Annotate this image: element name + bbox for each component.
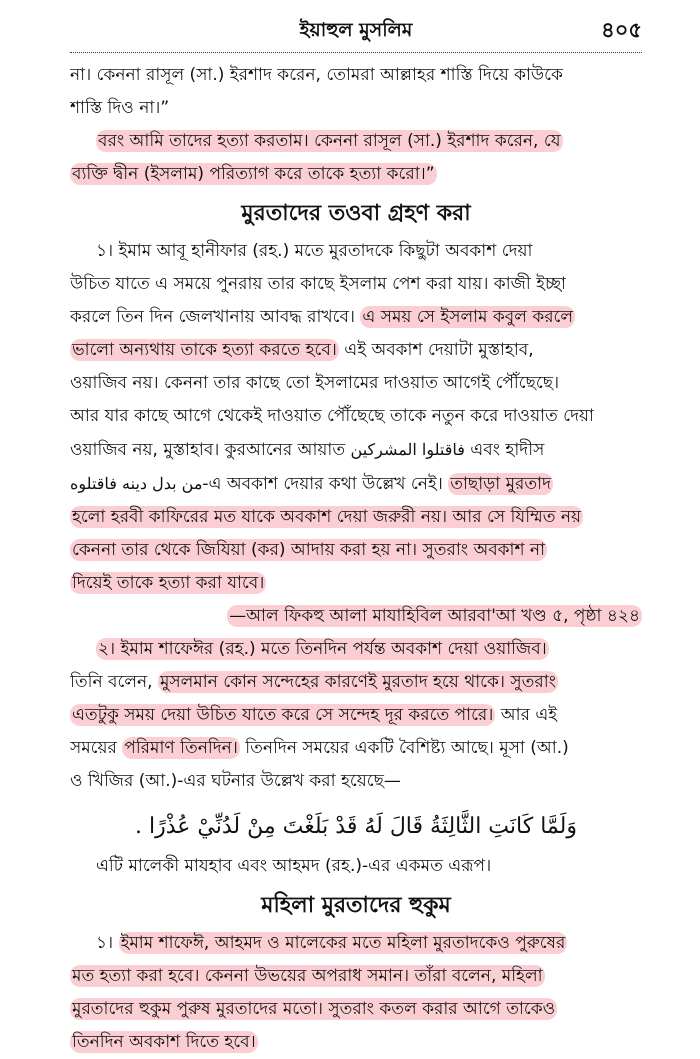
text-line <box>70 960 642 993</box>
text-fragment: এবং হাদীস <box>464 440 545 460</box>
highlighted-text: ২। ইমাম শাফেঈর (রহ.) মতে তিনদিন পর্যন্ত অবকাশ দেয়া ওয়াজিব। <box>98 639 547 659</box>
top-paragraph <box>70 59 642 191</box>
highlighted-text: ইমাম শাফেঈ, আহমদ ও মালেকের মতে মহিলা মুরতাদকেও পুরুষের <box>120 933 566 953</box>
text-line <box>70 433 642 467</box>
highlighted-text: মত হত্যা করা হবে। কেননা উভয়ের অপরাধ সমান। তাঁরা বলেন, মহিলা <box>72 966 543 986</box>
citation <box>70 600 642 633</box>
text-fragment: আর এই <box>495 705 558 725</box>
highlighted-text: মুরতাদের হুকুম পুরুষ মুরতাদের মতো। সুতরাং কতল করার আগে তাকেও <box>72 999 556 1019</box>
section-heading: মুরতাদের তওবা গ্রহণ করা <box>241 201 471 226</box>
text-line: ও খিজির (আ.)-এর ঘটনার উল্লেখ করা হয়েছে— <box>70 771 401 791</box>
text-line: উচিত যাতে এ সময়ে পুনরায় তার কাছে ইসলাম পেশ করা যায়। কাজী ইচ্ছা <box>70 274 566 294</box>
text-fragment: ওয়াজিব নয়, মুস্তাহাব। কুরআনের আয়াত <box>70 440 351 460</box>
text-line <box>70 158 642 191</box>
text-line <box>70 467 642 501</box>
highlighted-text: —আল ফিকহু আলা মাযাহিবিল আরবা'আ খণ্ড ৫, পৃষ্ঠা ৪২৪ <box>229 606 640 626</box>
text-fragment: এই অবকাশ দেয়াটা মুস্তাহাব, <box>338 340 534 360</box>
arabic-verse: وَلَمَّا كَانَتِ الثَّالِثَةُ قَالَ لَهُ قَدْ بَلَغْتَ مِنْ لَدُنِّيْ عُذْرًا . <box>135 814 577 839</box>
highlighted-text: ব্যক্তি দ্বীন (ইসলাম) পরিত্যাগ করে তাকে হত্যা করো।” <box>72 164 435 184</box>
highlighted-text: মুসলমান কোন সন্দেহের কারণেই মুরতাদ হয়ে থাকে। সুতরাং <box>159 672 556 692</box>
text-line <box>70 927 642 960</box>
paragraph-2 <box>70 633 642 883</box>
text-fragment: সময়ের <box>70 738 123 758</box>
text-line: শাস্তি দিও না।” <box>70 98 170 118</box>
page-header <box>70 0 642 53</box>
running-title: ইয়াহুল মুসলিম <box>299 19 413 41</box>
paragraph-1 <box>70 235 642 633</box>
text-line: ১। ইমাম আবূ হানীফার (রহ.) মতে মুরতাদকে কিছুটা অবকাশ দেয়া <box>96 241 533 261</box>
highlighted-text: তিনদিন অবকাশ দিতে হবে। <box>72 1032 256 1052</box>
text-line <box>70 125 642 158</box>
text-line <box>70 993 642 1026</box>
text-line <box>70 633 642 666</box>
text-line: আর যার কাছে আগে থেকেই দাওয়াত পৌঁছেছে তাকে নতুন করে দাওয়াত দেয়া <box>70 406 594 426</box>
highlighted-text: তাছাড়া মুরতাদ <box>450 474 552 494</box>
highlighted-text: দিয়েই তাকে হত্যা করা যাবে। <box>72 573 265 593</box>
arabic-hadith-phrase: من بدل دينه فاقتلوه <box>70 474 203 493</box>
text-line <box>70 334 642 367</box>
highlighted-text: কেননা তার থেকে জিযিয়া (কর) আদায় করা হয় না। সুতরাং অবকাশ না <box>72 540 546 560</box>
text-line <box>70 666 642 699</box>
text-fragment: ১। <box>96 933 119 953</box>
text-line <box>70 534 642 567</box>
text-fragment: -এ অবকাশ দেয়ার কথা উল্লেখ নেই। <box>202 474 449 494</box>
highlighted-text: এ সময় সে ইসলাম কবুল করলে <box>362 307 574 327</box>
text-fragment: করলে তিন দিন জেলখানায় আবদ্ধ রাখবে। <box>70 307 361 327</box>
text-line: ওয়াজিব নয়। কেননা তার কাছে তো ইসলামের দাওয়াত আগেই পৌঁছেছে। <box>70 373 560 393</box>
text-line: না। কেননা রাসূল (সা.) ইরশাদ করেন, তোমরা আল্লাহর শাস্তি দিয়ে কাউকে <box>70 65 563 85</box>
text-line <box>70 699 642 732</box>
arabic-quran-phrase: فاقتلوا المشركين <box>350 440 465 459</box>
text-fragment: তিনদিন সময়ের একটি বৈশিষ্ট্য আছে। মূসা (আ.) <box>239 738 569 758</box>
text-line: এটি মালেকী মাযহাব এবং আহমদ (রহ.)-এর একমত এরূপ। <box>96 856 492 876</box>
highlighted-text: ভালো অন্যথায় তাকে হত্যা করতে হবে। <box>72 340 337 360</box>
section-heading: মহিলা মুরতাদের হুকুম <box>261 893 451 918</box>
highlighted-text: হলো হরবী কাফিরের মত যাকে অবকাশ দেয়া জরুরী নয়। আর সে যিম্মিত নয় <box>72 507 582 527</box>
text-line <box>70 567 642 600</box>
text-line <box>70 301 642 334</box>
text-fragment: তিনি বলেন, <box>70 672 158 692</box>
highlighted-text: পরিমাণ তিনদিন। <box>124 738 238 758</box>
paragraph-3 <box>70 927 642 1059</box>
highlighted-text: বরং আমি তাদের হত্যা করতাম। কেননা রাসূল (সা.) ইরশাদ করেন, যে <box>98 131 561 151</box>
highlighted-text: এতটুকু সময় দেয়া উচিত যাতে করে সে সন্দেহ দূর করতে পারে। <box>72 705 494 725</box>
text-line <box>70 1026 642 1059</box>
text-line <box>70 501 642 534</box>
text-line <box>70 732 642 765</box>
page-number: ৪০৫ <box>601 18 642 42</box>
